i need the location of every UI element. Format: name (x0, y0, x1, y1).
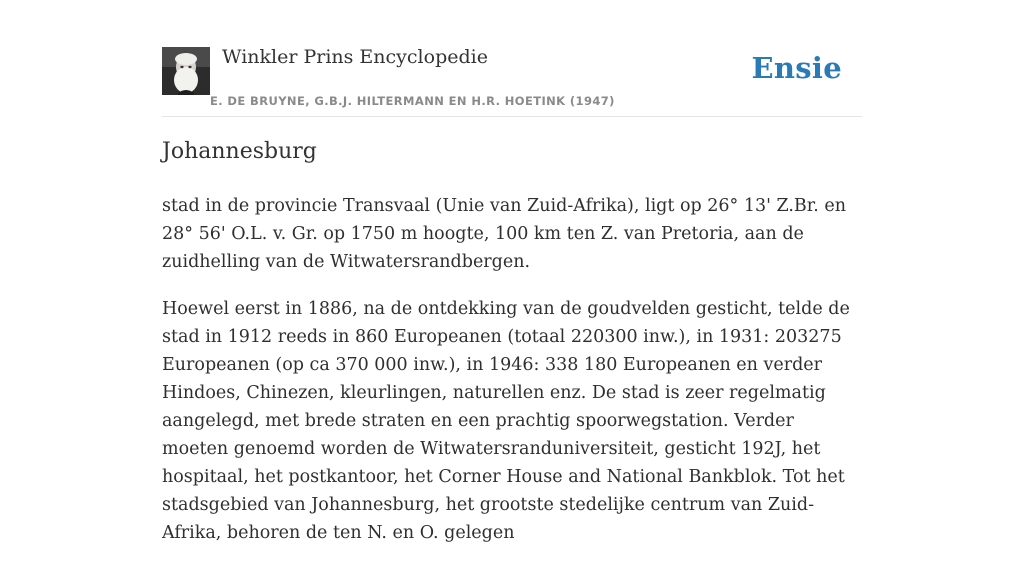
author-avatar-icon (162, 47, 210, 95)
article-body (162, 192, 862, 566)
page-container (162, 0, 862, 543)
bearded-man-portrait-icon (162, 47, 210, 95)
article-paragraph: stad in de provincie Transvaal (Unie van Zuid-Afrika), ligt op 26° 13' Z.Br. en 28° 56' O.L. v. Gr. op 1750 m hoogte, 100 km ten Z. van Pretoria, aan de zuidhelling van de Witwatersrandbergen. (162, 196, 846, 272)
site-header (162, 0, 862, 117)
ensie-logo-link[interactable]: Ensie (751, 51, 842, 85)
article-title: Johannesburg (162, 139, 317, 164)
article-paragraph: Hoewel eerst in 1886, na de ontdekking van de goudvelden gesticht, telde de stad in 1912 reeds in 860 Europeanen (totaal 220300 inw.), in 1931: 203275 Europeanen (op ca 370 000 inw.), in 1946: 338 180 Europeanen en verder Hindoes, Chinezen, kleurlingen, naturellen enz. De stad is zeer regelmatig aangelegd, met brede straten en een prachtig spoorwegstation. Verder moeten genoemd worden de Witwatersranduniversiteit, gesticht 192J, het hospitaal, het postkantoor, het Corner House and National Bankblok. Tot het stadsgebied van Johannesburg, het grootste stedelijke centrum van Zuid-Afrika, behoren de ten N. en O. gelegen (162, 299, 850, 543)
authors-credit: E. DE BRUYNE, G.B.J. HILTERMANN EN H.R. HOETINK (1947) (210, 94, 615, 108)
site-title[interactable]: Winkler Prins Encyclopedie (222, 46, 488, 68)
